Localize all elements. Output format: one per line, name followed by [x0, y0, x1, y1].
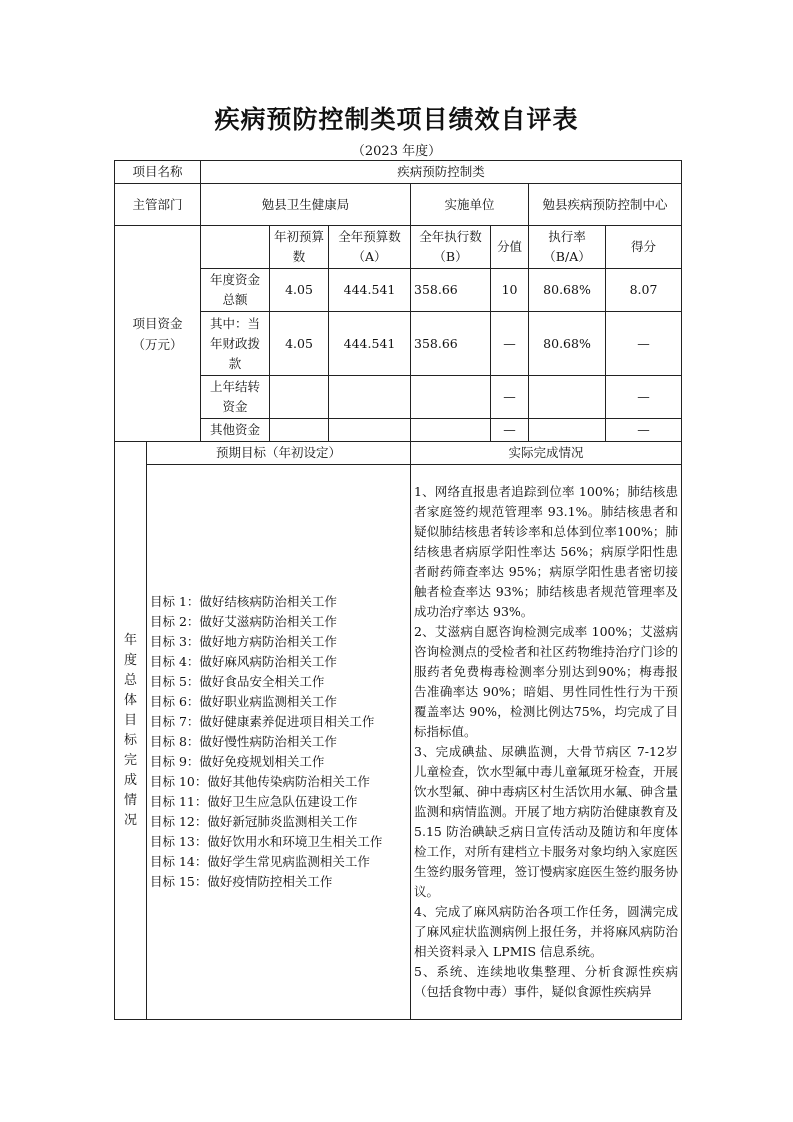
funds-row-score: — [606, 312, 682, 376]
funds-row-score-value: 10 [491, 269, 529, 312]
goal-item: 目标 13：做好饮用水和环境卫生相关工作 [150, 834, 383, 849]
document-title: 疾病预防控制类项目绩效自评表 [214, 105, 579, 134]
goal-item: 目标 2：做好艾滋病防治相关工作 [150, 614, 337, 629]
funds-row-score-value: — [491, 376, 529, 419]
goal-item: 目标 14：做好学生常见病监测相关工作 [150, 854, 370, 869]
funds-row-initial [270, 419, 329, 442]
funds-row-executed [411, 419, 491, 442]
header-annual: 全年预算数（A） [329, 226, 411, 269]
funds-row-score-value: — [491, 312, 529, 376]
goals-section-label [115, 442, 147, 1020]
goal-item: 目标 8：做好慢性病防治相关工作 [150, 734, 337, 749]
funds-row-annual: 444.541 [329, 312, 411, 376]
funds-row-initial: 4.05 [270, 269, 329, 312]
funds-row-score: — [606, 376, 682, 419]
funds-row-label: 其中：当年财政拨款 [201, 312, 270, 376]
funds-row-label: 年度资金总额 [201, 269, 270, 312]
goal-item: 目标 1：做好结核病防治相关工作 [150, 594, 337, 609]
header-rate: 执行率（B/A） [529, 226, 606, 269]
actual-result-paragraph: 3、完成碘盐、尿碘监测，大骨节病区 7-12岁儿童检查，饮水型氟中毒儿童氟斑牙检查，开展饮水型氟、砷中毒病区村生活饮用水氟、砷含量监测和病情监测。开展了地方病防治健康教育及 5.15 防治碘缺乏病日宣传活动及随访和年度体检工作，对所有建档立卡服务对象均纳入家庭医生签约服务管理，签订慢病家庭医生签约服务协议。 [414, 744, 679, 899]
funds-row-initial [270, 376, 329, 419]
actual-result-paragraph: 1、网络直报患者追踪到位率 100%；肺结核患者家庭签约规范管理率 93.1%。肺结核患者和疑似肺结核患者转诊率和总体到位率100%；肺结核患者病原学阳性率达 56%；病原学阳性患者耐药筛查率达 95%；病原学阳性患者密切接触者检查率达 93%；肺结核患者规范管理率及成功治疗率达 93%。 [414, 484, 679, 619]
dept-label: 主管部门 [115, 184, 201, 226]
impl-unit-label: 实施单位 [411, 184, 529, 226]
header-initial: 年初预算数 [270, 226, 329, 269]
goals-section-label-text: 年度总体目标完成情况 [123, 632, 137, 828]
funds-row-rate: 80.68% [529, 269, 606, 312]
expected-goals-cell [147, 465, 411, 1020]
actual-results-cell [411, 465, 682, 1020]
dept-value: 勉县卫生健康局 [201, 184, 411, 226]
goal-item: 目标 15：做好疫情防控相关工作 [150, 874, 333, 889]
actual-results-header: 实际完成情况 [411, 442, 682, 465]
funds-row-annual [329, 419, 411, 442]
funds-row-score: — [606, 419, 682, 442]
funds-label-text: 项目资金（万元） [132, 315, 183, 352]
funds-row-annual: 444.541 [329, 269, 411, 312]
impl-unit-value: 勉县疾病预防控制中心 [529, 184, 682, 226]
project-name-label: 项目名称 [115, 161, 201, 184]
goal-item: 目标 6：做好职业病监测相关工作 [150, 694, 337, 709]
actual-result-paragraph: 2、艾滋病自愿咨询检测完成率 100%；艾滋病咨询检测点的受检者和社区药物维持治疗门诊的服药者免费梅毒检测率分别达到90%；梅毒报告准确率达 90%；暗娼、男性同性性行为干预覆盖率达 90%，检测比例达75%，均完成了目标指标值。 [414, 624, 679, 739]
funds-row-rate: 80.68% [529, 312, 606, 376]
funds-row-executed: 358.66 [411, 269, 491, 312]
goal-item: 目标 7：做好健康素养促进项目相关工作 [150, 714, 375, 729]
goal-item: 目标 9：做好免疫规划相关工作 [150, 754, 325, 769]
header-score-value: 分值 [491, 226, 529, 269]
goal-item: 目标 3：做好地方病防治相关工作 [150, 634, 337, 649]
funds-row-executed: 358.66 [411, 312, 491, 376]
funds-row-initial: 4.05 [270, 312, 329, 376]
funds-row-score-value: — [491, 419, 529, 442]
header-executed: 全年执行数（B） [411, 226, 491, 269]
project-name-value: 疾病预防控制类 [201, 161, 682, 184]
performance-table [114, 160, 682, 1020]
actual-result-paragraph: 5、系统、连续地收集整理、分析食源性疾病（包括食物中毒）事件，疑似食源性疾病异 [414, 964, 679, 999]
expected-goals-header: 预期目标（年初设定） [147, 442, 411, 465]
funds-row-annual [329, 376, 411, 419]
goal-item: 目标 5：做好食品安全相关工作 [150, 674, 325, 689]
goal-item: 目标 11：做好卫生应急队伍建设工作 [150, 794, 358, 809]
funds-row-rate [529, 376, 606, 419]
goal-item: 目标 4：做好麻风病防治相关工作 [150, 654, 337, 669]
funds-row-score: 8.07 [606, 269, 682, 312]
funds-row-executed [411, 376, 491, 419]
funds-row-label: 其他资金 [201, 419, 270, 442]
header-score: 得分 [606, 226, 682, 269]
funds-header-blank [201, 226, 270, 269]
funds-row-label: 上年结转资金 [201, 376, 270, 419]
funds-row-rate [529, 419, 606, 442]
goal-item: 目标 10：做好其他传染病防治相关工作 [150, 774, 370, 789]
funds-label [115, 226, 201, 442]
actual-result-paragraph: 4、完成了麻风病防治各项工作任务，圆满完成了麻风症状监测病例上报任务，并将麻风病防治相关资料录入 LPMIS 信息系统。 [414, 904, 679, 959]
document-year: （2023 年度） [351, 144, 442, 159]
goal-item: 目标 12：做好新冠肺炎监测相关工作 [150, 814, 358, 829]
